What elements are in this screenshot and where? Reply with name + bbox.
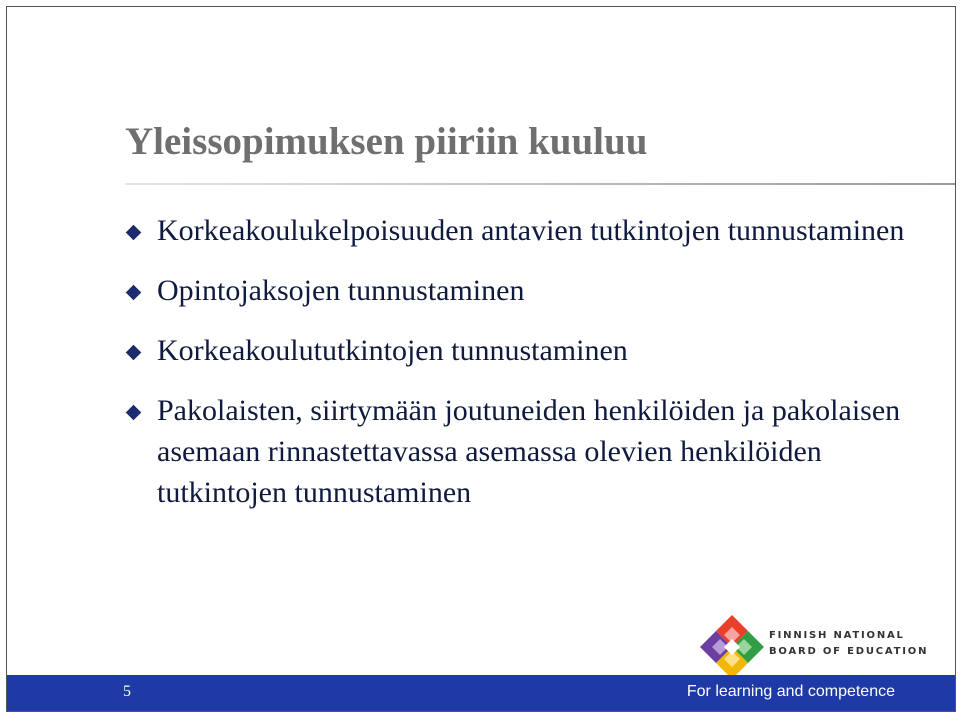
bullet-list — [125, 210, 925, 532]
bullet-text: Opintojaksojen tunnustaminen — [157, 274, 525, 307]
diamond-bullet-icon — [126, 225, 142, 241]
list-item — [125, 210, 925, 251]
slide-title: Yleissopimuksen piiriin kuuluu — [125, 120, 648, 163]
logo-line-1: FINNISH NATIONAL — [769, 630, 905, 641]
slide — [6, 6, 956, 712]
diamond-bullet-icon — [126, 345, 142, 361]
footer-tagline: For learning and competence — [686, 683, 895, 700]
list-item — [125, 330, 925, 371]
organization-logo — [699, 612, 929, 682]
logo-line-2: BOARD OF EDUCATION — [769, 646, 929, 657]
bullet-text: Korkeakoulututkintojen tunnustaminen — [157, 334, 628, 367]
list-item — [125, 270, 925, 311]
logo-diamond-icon — [699, 614, 765, 680]
logo-text — [769, 628, 928, 660]
diamond-bullet-icon — [126, 285, 142, 301]
page-number: 5 — [123, 683, 131, 700]
title-divider — [125, 183, 956, 185]
footer-bar — [7, 675, 955, 711]
diamond-bullet-icon — [126, 405, 142, 421]
list-item — [125, 390, 925, 513]
bullet-text: Korkeakoulukelpoisuuden antavien tutkintojen tunnustaminen — [157, 214, 905, 247]
bullet-text: Pakolaisten, siirtymään joutuneiden henkilöiden ja pakolaisen asemaan rinnastettavassa asemassa olevien henkilöiden tutkintojen tunnustaminen — [157, 394, 901, 509]
